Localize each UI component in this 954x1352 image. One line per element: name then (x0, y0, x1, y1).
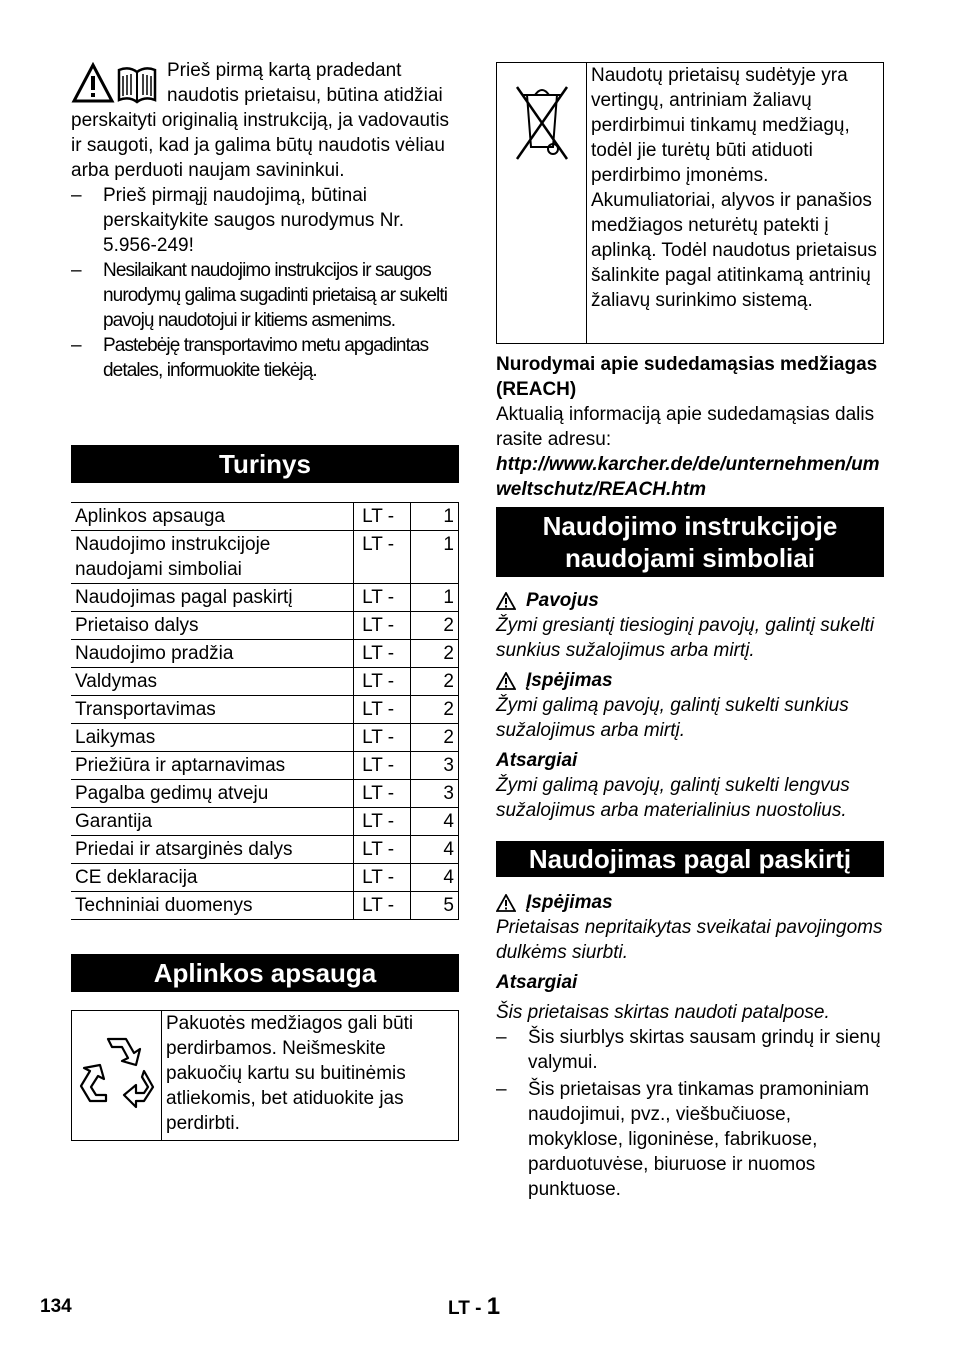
weee-box (496, 62, 884, 344)
toc-page: 2 (410, 640, 458, 668)
toc-prefix: LT - (354, 892, 411, 920)
toc-prefix: LT - (354, 668, 411, 696)
toc-name: Transportavimas (71, 696, 354, 724)
symbols-heading: Naudojimo instrukcijoje naudojami simboliai (496, 507, 884, 577)
toc-row[interactable] (71, 640, 459, 668)
toc-row[interactable] (71, 724, 459, 752)
usage-heading: Naudojimas pagal paskirtį (496, 841, 884, 877)
list-item: – Pastebėję transportavimo metu apgadintas detales, informuokite tiekėją. (71, 333, 459, 383)
toc-row[interactable] (71, 668, 459, 696)
toc-name: Prietaiso dalys (71, 612, 354, 640)
usage-list (496, 1025, 884, 1202)
toc-row[interactable] (71, 584, 459, 612)
warning-triangle-icon (496, 894, 516, 912)
warning-triangle-icon (496, 592, 516, 610)
toc-row[interactable] (71, 780, 459, 808)
toc-name: Laikymas (71, 724, 354, 752)
toc-row[interactable] (71, 864, 459, 892)
usage-caution-text: Šis prietaisas skirtas naudoti patalpose. (496, 1002, 830, 1023)
toc-prefix: LT - (354, 640, 411, 668)
usage-warning-text: Prietaisas nepritaikytas sveikatai pavojingoms dulkėms siurbti. (496, 917, 883, 963)
toc-row[interactable] (71, 696, 459, 724)
toc-prefix: LT - (354, 724, 411, 752)
danger-title: Pavojus (526, 590, 599, 611)
usage-section (496, 890, 884, 1202)
reach-link[interactable]: http://www.karcher.de/de/unternehmen/umweltschutz/REACH.htm (496, 454, 880, 500)
toc-name: Techniniai duomenys (71, 892, 354, 920)
warning-title: Įspėjimas (526, 670, 613, 691)
intro-section (71, 58, 459, 383)
reach-title: Nurodymai apie sudedamąsias medžiagas (REACH) (496, 354, 878, 400)
toc-page: 1 (410, 503, 458, 531)
toc-row[interactable] (71, 531, 459, 584)
usage-warning-title-row (496, 890, 884, 915)
list-item: – Šis prietaisas yra tinkamas pramoniniam naudojimui, pvz., viešbučiuose, mokyklose, ligoninėse, fabrikuose, parduotuvėse, biuruose ir nuomos punktuose. (496, 1077, 884, 1202)
usage-warning-title: Įspėjimas (526, 892, 613, 913)
toc-name: Naudojimas pagal paskirtį (71, 584, 354, 612)
caution-text: Žymi galimą pavojų, galintį sukelti lengvus sužalojimus arba materialinius nuostolius. (496, 775, 850, 821)
environment-heading: Aplinkos apsauga (71, 954, 459, 992)
toc-prefix: LT - (354, 584, 411, 612)
warning-title-row (496, 668, 884, 693)
toc-heading: Turinys (71, 445, 459, 483)
page-number: 134 (40, 1296, 72, 1317)
toc-name: Naudojimo instrukcijoje naudojami simboliai (71, 531, 354, 584)
reach-section (496, 352, 884, 502)
danger-text: Žymi gresiantį tiesioginį pavojų, galintį sukelti sunkius sužalojimus arba mirtį. (496, 615, 875, 661)
list-item: – Šis siurblys skirtas sausam grindų ir sienų valymui. (496, 1025, 884, 1075)
toc-prefix: LT - (354, 531, 411, 584)
warning-manual-icon (71, 62, 161, 106)
toc-name: Priedai ir atsarginės dalys (71, 836, 354, 864)
toc-name: Aplinkos apsauga (71, 503, 354, 531)
caution-title: Atsargiai (496, 750, 578, 771)
toc-row[interactable] (71, 503, 459, 531)
toc-page: 4 (410, 864, 458, 892)
toc-prefix: LT - (354, 503, 411, 531)
toc-prefix: LT - (354, 780, 411, 808)
toc-row[interactable] (71, 752, 459, 780)
toc-prefix: LT - (354, 808, 411, 836)
toc-name: Pagalba gedimų atveju (71, 780, 354, 808)
toc-page: 5 (410, 892, 458, 920)
intro-list (71, 183, 459, 383)
recycle-box (71, 1010, 459, 1141)
toc-page: 2 (410, 724, 458, 752)
toc-page: 1 (410, 584, 458, 612)
toc-name: CE deklaracija (71, 864, 354, 892)
usage-caution-title: Atsargiai (496, 972, 578, 993)
toc-page: 4 (410, 836, 458, 864)
toc-row[interactable] (71, 836, 459, 864)
toc-name: Naudojimo pradžia (71, 640, 354, 668)
toc-name: Priežiūra ir aptarnavimas (71, 752, 354, 780)
toc-prefix: LT - (354, 752, 411, 780)
reach-text: Aktualią informaciją apie sudedamąsias dalis rasite adresu: (496, 404, 875, 450)
toc-page: 2 (410, 668, 458, 696)
recycle-icon (78, 1031, 156, 1111)
toc-page: 4 (410, 808, 458, 836)
toc-page: 2 (410, 612, 458, 640)
footer-section-label (448, 1294, 500, 1321)
toc-row[interactable] (71, 808, 459, 836)
toc-page: 3 (410, 780, 458, 808)
warning-triangle-icon (496, 672, 516, 690)
toc-page: 3 (410, 752, 458, 780)
footer-lang: LT - (448, 1298, 482, 1319)
weee-text: Naudotų prietaisų sudėtyje yra vertingų, antriniam žaliavų perdirbimui tinkamų medžiagų, todėl jie turėtų būti atiduoti perdirbimo įmonėms. Akumuliatoriai, alyvos ir panašios medžiagos neturėtų patekti į aplinką. Todėl naudotus prietaisus šalinkite pagal atitinkamą antrinių žaliavų surinkimo sistemą. (591, 65, 877, 311)
toc-prefix: LT - (354, 864, 411, 892)
toc-prefix: LT - (354, 836, 411, 864)
toc-prefix: LT - (354, 612, 411, 640)
intro-icons (71, 62, 161, 106)
footer-section-page: 1 (486, 1293, 501, 1320)
crossed-bin-icon (507, 77, 577, 167)
list-item: – Nesilaikant naudojimo instrukcijos ir saugos nurodymų galima sugadinti prietaisą ar sukelti pavojų naudotojui ir kitiems asmenims. (71, 258, 459, 333)
list-item: – Prieš pirmąjį naudojimą, būtinai perskaitykite saugos nurodymus Nr. 5.956-249! (71, 183, 459, 258)
toc-page: 2 (410, 696, 458, 724)
toc-row[interactable] (71, 892, 459, 920)
intro-text: Prieš pirmą kartą pradedant naudotis prietaisu, būtina atidžiai perskaityti originalią instrukciją, ja vadovautis ir saugoti, kad ja galima būtų naudotis vėliau arba perduoti naujam savininkui. (71, 60, 450, 181)
toc-table (71, 502, 459, 920)
warning-text: Žymi galimą pavojų, galintį sukelti sunkius sužalojimus arba mirtį. (496, 695, 849, 741)
danger-title-row (496, 588, 884, 613)
toc-prefix: LT - (354, 696, 411, 724)
toc-name: Garantija (71, 808, 354, 836)
symbols-section (496, 588, 884, 823)
toc-page: 1 (410, 531, 458, 584)
recycle-text: Pakuotės medžiagos gali būti perdirbamos. Neišmeskite pakuočių kartu su buitinėmis atliekomis, bet atiduokite jas perdirbti. (166, 1013, 414, 1134)
toc-row[interactable] (71, 612, 459, 640)
toc-name: Valdymas (71, 668, 354, 696)
